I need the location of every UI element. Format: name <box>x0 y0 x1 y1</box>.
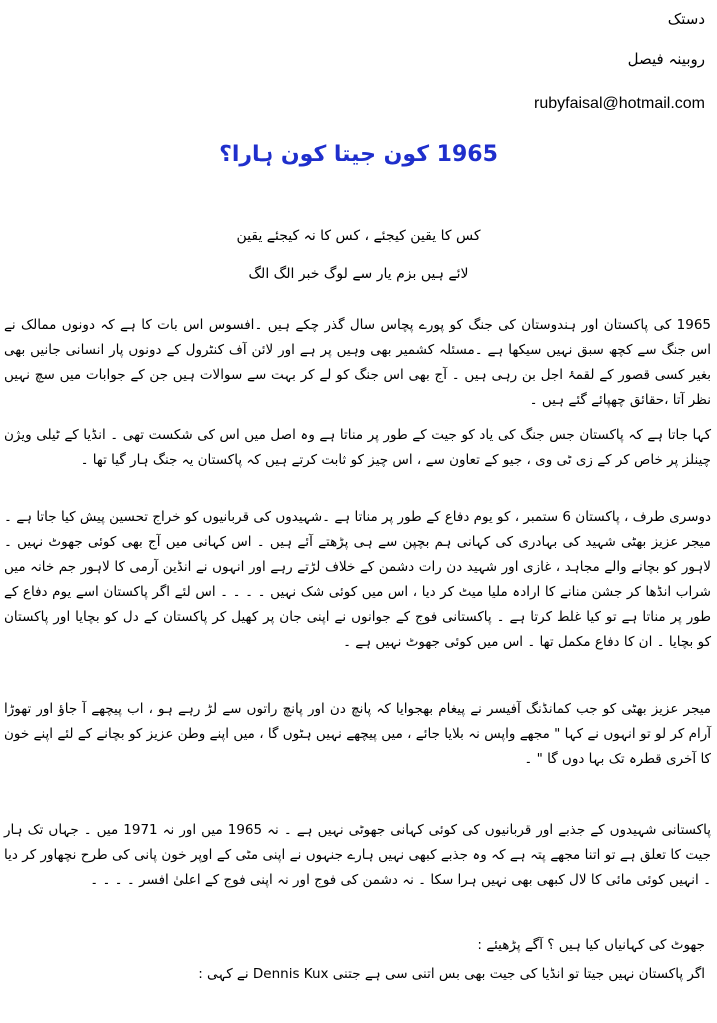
paragraph-1-text: 1965 کی پاکستان اور ہندوستان کی جنگ کو پورے پچاس سال گذر چکے ہیں ۔افسوس اس بات کا ہے کہ دونوں ممالک نے اس جنگ سے کچھ سبق نہیں سیکھا ہے ۔مسئلہ کشمیر بھی وہیں پر ہے اور لائن آف کنٹرول کے دونوں پار انسانی جانیں بھی بغیر کسی قصور کے لقمۂ اجل بن رہی ہیں ۔ آج بھی اس جنگ کو لے کر بہت سے سوالات ہیں جن کے جوابات میں سچ نہیں نظر آتا ،حقائق چھپائے گئے ہیں ۔ <box>4 317 711 408</box>
author-name: روبینہ فیصل <box>627 50 705 68</box>
paragraph-4 <box>4 697 711 772</box>
paragraph-3-text: دوسری طرف ، پاکستان 6 ستمبر ، کو یوم دفاع کے طور پر مناتا ہے ۔شہیدوں کی قربانیوں کو خراج تحسین پیش کیا جاتا ہے ۔میجر عزیز بھٹی شہید کی بہادری کی کہانی ہم بچپن سے ہی پڑھتے آئے ہیں ۔ اس کہانی میں آج بھی کوئی جھوٹ نہیں ۔ لاہور کو بچانے والے مجاہد ، غازی اور شہید دن رات دشمن کے خلاف لڑتے رہے اور انہوں نے انڈین آرمی کا لاہور جم خانہ میں شراب انڈھا کر جشن منانے کا ارادہ ملیا میٹ کر دیا ، اس میں کوئی شک نہیں ۔ ۔ ۔ ۔ اس لئے اگر پاکستان اسے یوم دفاع کے طور پر مناتا ہے تو کیا غلط کرتا ہے ۔ پاکستانی فوج کے جوانوں نے اپنی جان پر کھیل کر پاکستان کے دل کو بچایا اور پاکستان کو بچایا ۔ ان کا دفاع مکمل تھا ۔ اس میں کوئی جھوٹ نہیں ہے ۔ <box>4 509 712 650</box>
paragraph-4-text: میجر عزیز بھٹی کو جب کمانڈنگ آفیسر نے پیغام بھجوایا کہ پانچ دن اور پانچ راتوں سے لڑ رہے ہو ، اب پیچھے آ جاؤ اور تھوڑا آرام کر لو تو انہوں نے کہا " مجھے واپس نہ بلایا جائے ، میں پیچھے نہیں ہٹوں گا ، میں اپنے وطن عزیز کو بچانے کے لئے اپنے خون کا آخری قطرہ تک بہا دوں گا " ۔ <box>4 701 711 767</box>
paragraph-2 <box>4 423 711 473</box>
couplet-line-2: لائے ہیں بزم یار سے لوگ خبر الگ الگ <box>248 266 469 282</box>
article-title: 1965 کون جیتا کون ہارا؟ <box>219 142 498 167</box>
paragraph-5-text: پاکستانی شہیدوں کے جذبے اور قربانیوں کی کوئی کہانی جھوٹی نہیں ہے ۔ نہ 1965 میں اور نہ 1971 میں ۔ جہاں تک ہار جیت کا تعلق ہے تو اتنا مجھے پتہ ہے کہ وہ جذبے کبھی نہیں ہارے جنہوں نے اپنی مٹی کے اوپر خون پانی کی طرح نچھاور کر دیا ۔ انہیں کوئی مائی کا لال کبھی بھی نہیں ہرا سکا ۔ نہ دشمن کی فوج اور نہ اپنی فوج کے اعلیٰ افسر ۔ ۔ ۔ ۔ <box>4 822 711 888</box>
column-label: دستک <box>667 10 705 28</box>
quote-intro-line: اگر پاکستان نہیں جیتا تو انڈیا کی جیت بھی بس اتنی سی ہے جتنی Dennis Kux نے کہی : <box>198 966 705 982</box>
paragraph-3 <box>4 505 711 655</box>
lead-in-line: جھوٹ کی کہانیاں کیا ہیں ؟ آگے پڑھیئے : <box>477 937 705 953</box>
paragraph-1 <box>4 313 711 413</box>
paragraph-2-text: کہا جاتا ہے کہ پاکستان جس جنگ کی یاد کو جیت کے طور پر مناتا ہے وہ اصل میں اس کی شکست تھی ۔ انڈیا کے ٹیلی ویژن چینلز پر خاص کر کے زی ٹی وی ، جیو کے تعاون سے ، اس چیز کو ثابت کرتے ہیں کہ پاکستان یہ جنگ ہار گیا تھا ۔ <box>4 427 711 468</box>
author-email: rubyfaisal@hotmail.com <box>534 95 705 112</box>
paragraph-5 <box>4 818 711 893</box>
couplet-line-1: کس کا یقین کیجئے ، کس کا نہ کیجئے یقین <box>236 228 481 244</box>
